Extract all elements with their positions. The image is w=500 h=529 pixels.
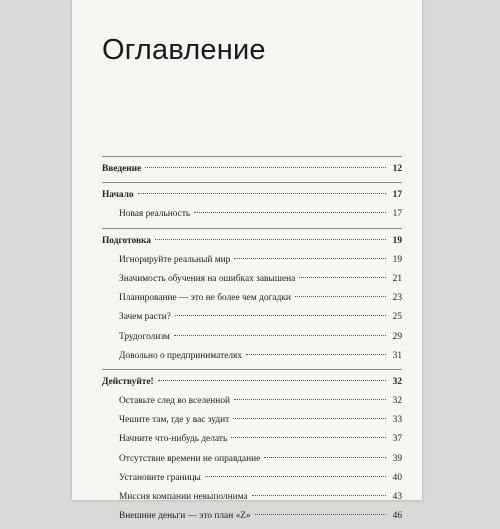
toc-entry-page: 37 bbox=[392, 434, 402, 445]
dot-leader bbox=[138, 193, 386, 194]
toc-entry-title: Оставьте след во вселенной bbox=[119, 396, 231, 407]
toc-entry bbox=[102, 347, 402, 366]
toc-entry-title: Начало bbox=[102, 190, 134, 201]
table-of-contents bbox=[102, 156, 402, 529]
toc-entry-page: 32 bbox=[392, 396, 402, 407]
dot-leader bbox=[155, 239, 386, 240]
dot-leader bbox=[174, 335, 386, 336]
toc-entry-title: Новая реальность bbox=[119, 209, 191, 220]
toc-entry-page: 40 bbox=[392, 472, 402, 483]
toc-section bbox=[102, 228, 402, 366]
dot-leader bbox=[234, 399, 386, 400]
toc-entry bbox=[102, 392, 402, 411]
toc-entry bbox=[102, 328, 402, 347]
dot-leader bbox=[205, 476, 386, 477]
toc-entry-page: 32 bbox=[392, 376, 402, 387]
toc-entry-title: Отсутствие времени не оправдание bbox=[119, 453, 261, 464]
toc-section-heading bbox=[102, 373, 402, 392]
toc-section bbox=[102, 182, 402, 224]
dot-leader bbox=[246, 354, 386, 355]
toc-entry bbox=[102, 507, 402, 526]
toc-entry-title: Миссия компании невыполнима bbox=[119, 492, 248, 502]
toc-entry-title: Зачем расти? bbox=[119, 312, 171, 323]
toc-entry bbox=[102, 430, 402, 449]
toc-entry-title: Внешние деньги — это план «Z» bbox=[119, 511, 251, 522]
toc-entry-title: Введение bbox=[102, 164, 142, 174]
toc-entry bbox=[102, 270, 402, 289]
toc-entry-title: Довольно о предпринимателях bbox=[119, 350, 243, 361]
toc-entry-title: Установите границы bbox=[119, 472, 201, 483]
toc-entry bbox=[102, 308, 402, 327]
dot-leader bbox=[234, 258, 386, 259]
toc-entry-page: 25 bbox=[392, 312, 402, 323]
toc-entry-page: 19 bbox=[392, 235, 402, 246]
toc-section-heading bbox=[102, 232, 402, 251]
toc-entry-page: 46 bbox=[392, 511, 402, 522]
dot-leader bbox=[255, 514, 386, 515]
toc-entry-page: 33 bbox=[392, 415, 402, 426]
toc-entry-page: 12 bbox=[392, 164, 402, 174]
toc-entry-title: Действуйте! bbox=[102, 376, 154, 387]
toc-entry-page: 29 bbox=[392, 331, 402, 342]
dot-leader bbox=[158, 380, 386, 381]
toc-entry-page: 19 bbox=[392, 254, 402, 265]
toc-entry bbox=[102, 469, 402, 488]
toc-entry-title: Начните что-нибудь делать bbox=[119, 434, 228, 445]
dot-leader bbox=[233, 418, 386, 419]
toc-entry bbox=[102, 251, 402, 270]
toc-entry-title: Трудоголизм bbox=[119, 331, 170, 342]
dot-leader bbox=[145, 167, 386, 168]
toc-entry bbox=[102, 289, 402, 308]
toc-entry-page: 21 bbox=[392, 273, 402, 284]
dot-leader bbox=[175, 315, 386, 316]
toc-section bbox=[102, 369, 402, 527]
toc-entry bbox=[102, 488, 402, 507]
dot-leader bbox=[295, 296, 386, 297]
toc-section bbox=[102, 156, 402, 179]
toc-section-heading bbox=[102, 160, 402, 179]
toc-entry-title: Игнорируйте реальный мир bbox=[119, 254, 231, 265]
toc-section-heading bbox=[102, 186, 402, 205]
toc-entry bbox=[102, 450, 402, 469]
dot-leader bbox=[252, 495, 386, 496]
toc-entry bbox=[102, 411, 402, 430]
toc-entry-title: Чешите там, где у вас зудит bbox=[119, 415, 230, 426]
toc-entry-page: 31 bbox=[392, 350, 402, 361]
toc-entry-page: 39 bbox=[392, 453, 402, 464]
toc-entry-page: 17 bbox=[392, 209, 402, 220]
toc-entry bbox=[102, 205, 402, 224]
page-title: Оглавление bbox=[102, 34, 266, 66]
book-page bbox=[72, 0, 422, 522]
toc-entry-page: 17 bbox=[392, 190, 402, 201]
dot-leader bbox=[194, 212, 386, 213]
toc-entry-page: 43 bbox=[392, 492, 402, 502]
dot-leader bbox=[264, 457, 386, 458]
toc-entry-title: Подготовка bbox=[102, 235, 151, 246]
dot-leader bbox=[231, 437, 386, 438]
toc-entry-title: Планирование — это не более чем догадки bbox=[119, 293, 291, 304]
toc-entry-page: 23 bbox=[392, 293, 402, 304]
toc-entry-title: Значимость обучения на ошибках завышена bbox=[119, 273, 296, 284]
dot-leader bbox=[299, 277, 386, 278]
